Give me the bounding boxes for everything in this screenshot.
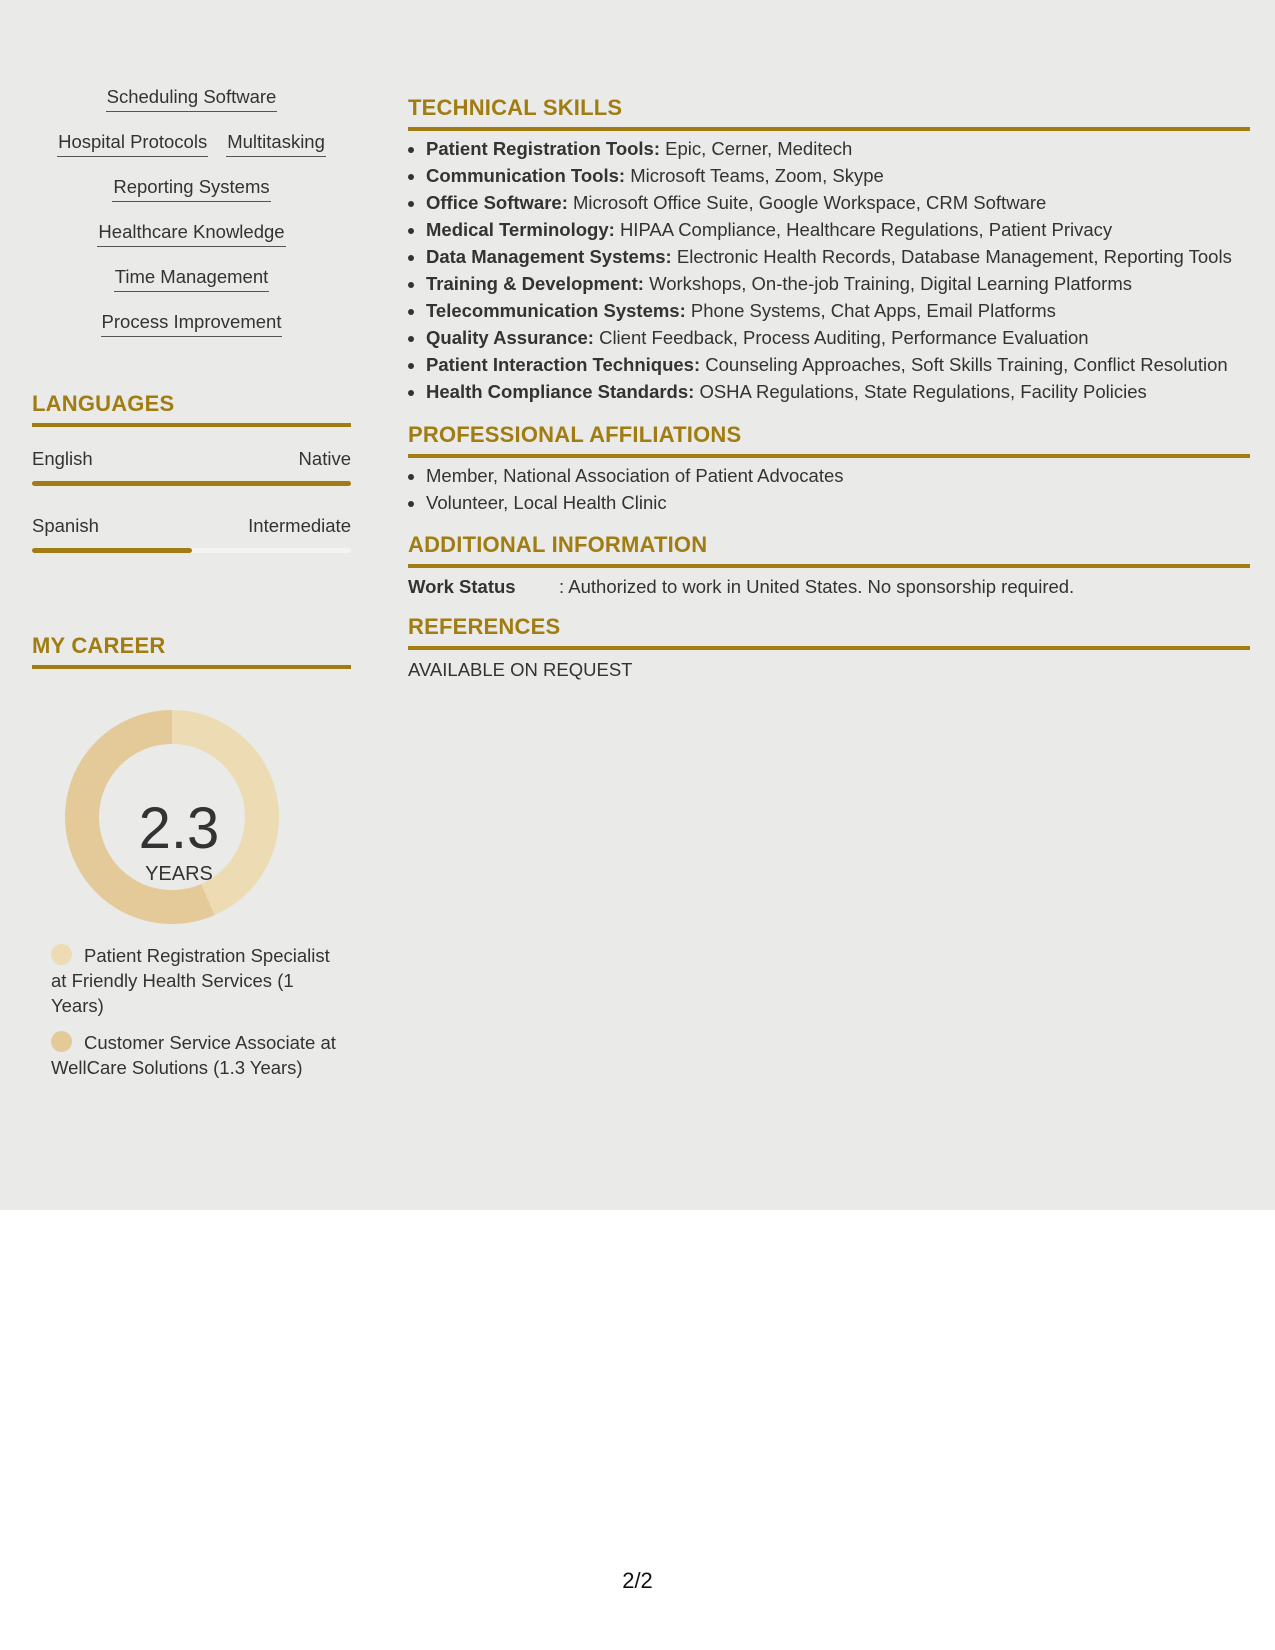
skill-tag: Multitasking [226, 129, 326, 157]
skill-category: Medical Terminology: [426, 219, 615, 240]
skill-category: Patient Interaction Techniques: [426, 354, 701, 375]
skill-tag: Time Management [114, 264, 270, 292]
language-level: Native [298, 448, 351, 469]
skill-category: Communication Tools: [426, 165, 626, 186]
skill-tag: Hospital Protocols [57, 129, 208, 157]
left-column [32, 84, 351, 1078]
list-item [426, 243, 1250, 270]
language-bar-fill [32, 481, 351, 486]
career-section [32, 632, 351, 1092]
skill-category: Office Software: [426, 192, 568, 213]
additional-info-rule [408, 564, 1250, 568]
career-total-unit: YEARS [145, 863, 213, 885]
skill-values: Microsoft Office Suite, Google Workspace, CRM Software [573, 192, 1047, 213]
list-item: • Member, National Association of Patient Advocates [426, 462, 1250, 489]
skill-category: Training & Development: [426, 273, 644, 294]
affiliations-title: PROFESSIONAL AFFILIATIONS [408, 422, 742, 447]
technical-skills-rule [408, 127, 1250, 131]
language-name: Spanish [32, 515, 99, 536]
skill-row [32, 219, 351, 264]
skill-values: Client Feedback, Process Auditing, Performance Evaluation [599, 327, 1089, 348]
career-donut-chart [32, 669, 351, 929]
skill-values: Epic, Cerner, Meditech [665, 138, 853, 159]
skill-row [32, 264, 351, 309]
career-legend-item [51, 943, 341, 1018]
list-item [426, 162, 1250, 189]
skill-values: Counseling Approaches, Soft Skills Training, Conflict Resolution [705, 354, 1228, 375]
career-title: MY CAREER [32, 633, 166, 658]
language-name: English [32, 448, 93, 469]
skill-values: HIPAA Compliance, Healthcare Regulations, Patient Privacy [619, 219, 1113, 240]
list-item [426, 297, 1250, 324]
skill-tag: Process Improvement [101, 309, 283, 337]
technical-skills-title: TECHNICAL SKILLS [408, 95, 623, 120]
additional-info-section [408, 531, 1250, 600]
legend-dot [51, 1031, 72, 1052]
skill-category: Quality Assurance: [426, 327, 594, 348]
list-item [426, 216, 1250, 243]
skill-tags [32, 84, 351, 354]
skill-tag: Scheduling Software [106, 84, 278, 112]
language-bar [32, 481, 351, 486]
skill-row [32, 309, 351, 354]
career-role-label: Patient Registration Specialist at Friendly Health Services (1 Years) [51, 945, 330, 1016]
language-bar [32, 548, 351, 553]
languages-title: LANGUAGES [32, 391, 175, 416]
list-item [426, 324, 1250, 351]
skill-row [32, 129, 351, 174]
skill-row [32, 84, 351, 129]
additional-info-title: ADDITIONAL INFORMATION [408, 532, 708, 557]
career-total-value: 2.3 [138, 796, 220, 861]
languages-rule [32, 423, 351, 427]
career-legend [32, 943, 341, 1080]
skill-category: Telecommunication Systems: [426, 300, 686, 321]
technical-skills-section [408, 94, 1250, 405]
technical-skills-list [408, 135, 1250, 405]
references-text: AVAILABLE ON REQUEST [408, 659, 633, 680]
skill-row [32, 174, 351, 219]
skill-values: Microsoft Teams, Zoom, Skype [630, 165, 884, 186]
languages-section [32, 390, 351, 553]
list-item [426, 189, 1250, 216]
affiliations-section [408, 421, 1250, 516]
skill-values: Electronic Health Records, Database Management, Reporting Tools [676, 246, 1232, 267]
career-role-label: Customer Service Associate at WellCare Solutions (1.3 Years) [51, 1032, 336, 1078]
legend-dot [51, 944, 72, 965]
list-item [426, 378, 1250, 405]
skill-category: Patient Registration Tools: [426, 138, 661, 159]
skill-values: Phone Systems, Chat Apps, Email Platforms [690, 300, 1056, 321]
skill-tag: Healthcare Knowledge [97, 219, 285, 247]
skill-category: Data Management Systems: [426, 246, 672, 267]
list-item [426, 135, 1250, 162]
skill-tag: Reporting Systems [112, 174, 270, 202]
work-status-label: Work Status [408, 576, 516, 597]
skill-values: Workshops, On-the-job Training, Digital Learning Platforms [649, 273, 1132, 294]
skill-category: Health Compliance Standards: [426, 381, 695, 402]
language-level: Intermediate [248, 515, 351, 536]
affiliations-rule [408, 454, 1250, 458]
work-status-row [408, 574, 1250, 600]
career-legend-item [51, 1030, 341, 1080]
list-item [426, 270, 1250, 297]
references-title: REFERENCES [408, 614, 561, 639]
work-status-value: : Authorized to work in United States. No sponsorship required. [559, 576, 1075, 597]
references-section [408, 613, 1250, 683]
affiliations-list [408, 462, 1250, 516]
language-english [32, 447, 351, 486]
list-item: • Volunteer, Local Health Clinic [426, 489, 1250, 516]
skill-values: OSHA Regulations, State Regulations, Facility Policies [699, 381, 1147, 402]
list-item [426, 351, 1250, 378]
references-rule [408, 646, 1250, 650]
language-spanish [32, 514, 351, 553]
language-bar-fill [32, 548, 192, 553]
page-number: 2/2 [622, 1568, 653, 1593]
